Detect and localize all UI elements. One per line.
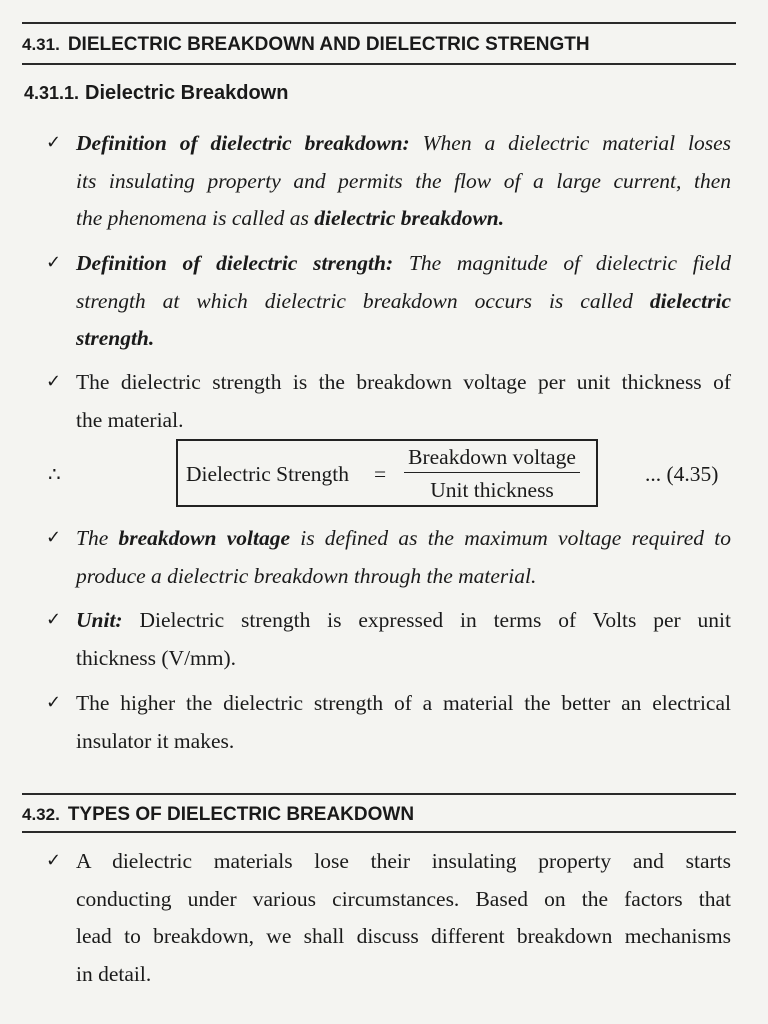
section-title: TYPES OF DIELECTRIC BREAKDOWN xyxy=(67,804,415,825)
equation-number: ... (4.35) xyxy=(645,462,719,486)
bullet-text-line xyxy=(76,690,731,716)
bullet-text-line xyxy=(76,961,731,987)
text-run: lead to breakdown, we shall discuss different breakdown mechanisms xyxy=(76,924,731,948)
top-rule xyxy=(22,22,736,24)
check-mark-icon: ✓ xyxy=(46,371,62,392)
formula-box xyxy=(176,439,598,507)
text-run: Definition of dielectric breakdown: xyxy=(76,131,410,155)
bullet-text-line xyxy=(76,728,731,754)
text-run: breakdown voltage xyxy=(118,526,290,550)
check-mark-icon: ✓ xyxy=(46,692,62,713)
subsection-heading-4-31-1 xyxy=(24,82,288,105)
formula-equals: = xyxy=(374,462,387,486)
subsection-number: 4.31.1. xyxy=(24,83,80,103)
check-mark-icon: ✓ xyxy=(46,850,62,871)
bullet-text-line xyxy=(76,645,731,671)
text-run: conducting under various circumstances. Based on the factors that xyxy=(76,886,731,911)
text-run: The xyxy=(76,526,119,550)
text-run: Definition of dielectric strength: xyxy=(76,251,394,275)
text-run: The dielectric strength is the breakdown voltage per unit thickness of xyxy=(76,370,731,394)
formula-lhs: Dielectric Strength xyxy=(186,462,349,486)
section-title: DIELECTRIC BREAKDOWN AND DIELECTRIC STRENGTH xyxy=(67,34,590,55)
text-run: strength at which dielectric breakdown occurs is called xyxy=(76,288,650,313)
text-run: the phenomena is called as xyxy=(76,206,315,230)
bullet-text-line xyxy=(76,130,731,156)
text-run: The magnitude of dielectric field xyxy=(393,251,731,275)
text-run: Unit: xyxy=(76,608,123,632)
section-rule-top xyxy=(22,793,736,795)
bullet-text-line xyxy=(76,848,731,874)
text-run: dielectric xyxy=(649,288,731,313)
text-run: Dielectric strength is expressed in terms of Volts per unit xyxy=(122,608,731,632)
bullet-text-line xyxy=(76,250,731,276)
section-rule xyxy=(22,831,736,833)
text-run: dielectric breakdown. xyxy=(314,206,505,230)
text-run: insulator it makes. xyxy=(76,728,235,753)
text-run: the material. xyxy=(76,407,184,432)
bullet-text-line xyxy=(76,288,731,314)
therefore-symbol: ∴ xyxy=(48,462,61,486)
bullet-text-line xyxy=(76,205,731,231)
text-run: in detail. xyxy=(76,961,152,986)
bullet-text-line xyxy=(76,886,731,912)
section-rule xyxy=(22,63,736,65)
text-run: is defined as the maximum voltage required to xyxy=(289,526,731,550)
text-run: The higher the dielectric strength of a material the better an electrical xyxy=(76,691,731,715)
bullet-text-line xyxy=(76,607,731,633)
bullet-text-line xyxy=(76,563,731,589)
check-mark-icon: ✓ xyxy=(46,527,62,548)
bullet-text-line xyxy=(76,325,731,351)
text-run: produce a dielectric breakdown through the material. xyxy=(76,563,537,588)
bullet-text-line xyxy=(76,168,731,194)
section-heading-4-31 xyxy=(22,34,590,56)
text-run: strength. xyxy=(76,326,155,350)
subsection-title: Dielectric Breakdown xyxy=(85,82,289,104)
bullet-text-line xyxy=(76,923,731,949)
check-mark-icon: ✓ xyxy=(46,132,62,153)
bullet-text-line xyxy=(76,369,731,395)
bullet-text-line xyxy=(76,407,731,433)
formula-numerator: Breakdown voltage xyxy=(404,445,580,473)
formula-denominator: Unit thickness xyxy=(430,478,554,502)
check-mark-icon: ✓ xyxy=(46,609,62,630)
text-run: When a dielectric material loses xyxy=(409,131,731,155)
text-run: its insulating property and permits the flow of a large current, then xyxy=(76,168,731,193)
section-heading-4-32 xyxy=(22,804,414,826)
bullet-text-line xyxy=(76,525,731,551)
text-run: thickness (V/mm). xyxy=(76,645,237,670)
section-number: 4.31. xyxy=(22,35,60,54)
section-number: 4.32. xyxy=(22,805,60,824)
text-run: A dielectric materials lose their insulating property and starts xyxy=(76,849,731,873)
check-mark-icon: ✓ xyxy=(46,252,62,273)
